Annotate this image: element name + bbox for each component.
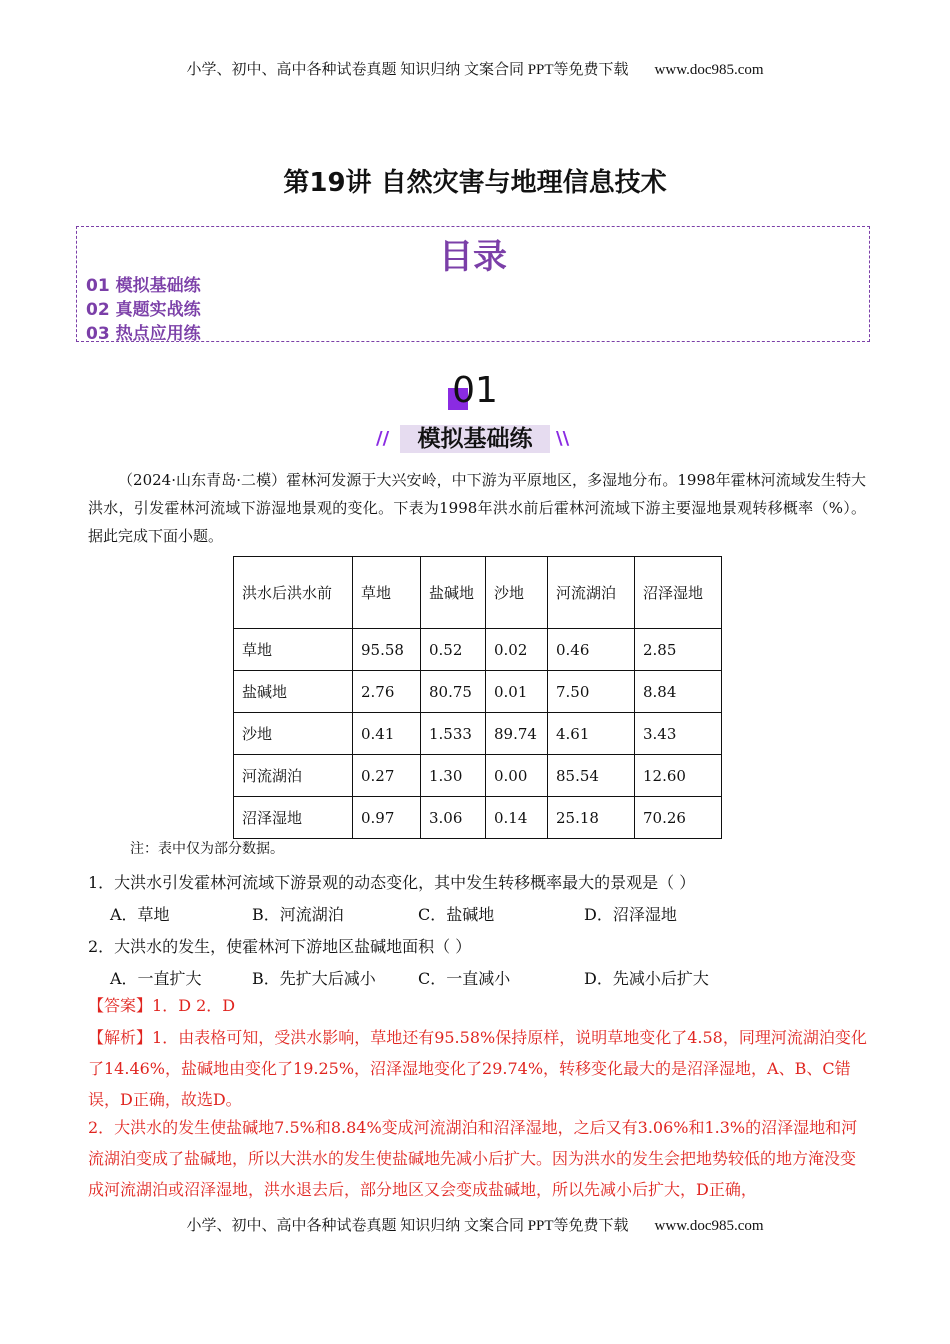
table-row [234, 755, 722, 797]
table-header-cell: 盐碱地 [421, 557, 486, 629]
table-header-row [234, 557, 722, 629]
q1-option-c[interactable]: C．盐碱地 [418, 905, 495, 924]
document-title: 第19讲 自然灾害与地理信息技术 [283, 168, 667, 198]
table-cell: 0.01 [486, 671, 548, 713]
table-note: 注：表中仅为部分数据。 [130, 841, 284, 857]
decor-slash-right: \\ [556, 428, 570, 449]
toc-item-3[interactable]: 03 热点应用练 [86, 324, 201, 344]
table-header-cell: 草地 [353, 557, 421, 629]
q1-option-b[interactable]: B．河流湖泊 [252, 905, 344, 924]
question-1: 1．大洪水引发霍林河流域下游景观的动态变化，其中发生转移概率最大的景观是（ ） [88, 873, 696, 892]
row-label: 草地 [234, 629, 353, 671]
table-cell: 0.02 [486, 629, 548, 671]
table-of-contents [76, 226, 870, 342]
answer-line [88, 990, 870, 1021]
answer-label: 【答案】 [88, 996, 153, 1015]
analysis-paragraph-1 [88, 1022, 870, 1115]
analysis-text-1: 1．由表格可知，受洪水影响，草地还有95.58%保持原样，说明草地变化了4.58，同理河流湖泊变化了14.46%，盐碱地由变化了19.25%，沼泽湿地变化了29.74%，转移变化最大的是沼泽湿地，A、B、C错误，D正确，故选D。 [88, 1028, 867, 1109]
transfer-probability-table [233, 556, 722, 839]
q1-option-a[interactable]: A．草地 [110, 905, 170, 924]
intro-paragraph: （2024·山东青岛·二模）霍林河发源于大兴安岭，中下游为平原地区，多湿地分布。1998年霍林河流域发生特大洪水，引发霍林河流域下游湿地景观的变化。下表为1998年洪水前后霍林河流域下游主要湿地景观转移概率（%）。据此完成下面小题。 [88, 471, 866, 545]
q2-option-c[interactable]: C．一直减小 [418, 969, 511, 988]
question-2: 2．大洪水的发生，使霍林河下游地区盐碱地面积（ ） [88, 937, 472, 956]
row-label: 沼泽湿地 [234, 797, 353, 839]
page-footer [0, 1214, 950, 1235]
q1-option-d[interactable]: D．沼泽湿地 [584, 905, 677, 924]
table-cell: 3.43 [635, 713, 722, 755]
analysis-paragraph-2: 2．大洪水的发生使盐碱地7.5%和8.84%变成河流湖泊和沼泽湿地，之后又有3.06%和1.3%的沼泽湿地和河流湖泊变成了盐碱地，所以大洪水的发生使盐碱地先减小后扩大。因为洪水的发生会把地势较低的地方淹没变成河流湖泊或沼泽湿地，洪水退去后，部分地区又会变成盐碱地，所以先减小后扩大，D正确， [88, 1118, 858, 1199]
answer-text: 1．D 2．D [152, 996, 236, 1015]
table-cell: 2.76 [353, 671, 421, 713]
table-cell: 12.60 [635, 755, 722, 797]
table-cell: 70.26 [635, 797, 722, 839]
table-cell: 95.58 [353, 629, 421, 671]
table-cell: 80.75 [421, 671, 486, 713]
table-cell: 0.97 [353, 797, 421, 839]
toc-item-2[interactable]: 02 真题实战练 [86, 300, 201, 320]
footer-text: 小学、初中、高中各种试卷真题 知识归纳 文案合同 PPT等免费下载 [186, 1218, 629, 1234]
q2-option-b[interactable]: B．先扩大后减小 [252, 969, 376, 988]
table-cell: 0.27 [353, 755, 421, 797]
table-cell: 85.54 [548, 755, 635, 797]
table-cell: 2.85 [635, 629, 722, 671]
table-cell: 25.18 [548, 797, 635, 839]
row-label: 盐碱地 [234, 671, 353, 713]
table-header-cell: 沼泽湿地 [635, 557, 722, 629]
toc-heading: 目录 [439, 237, 507, 277]
table-row [234, 797, 722, 839]
table-header-cell: 河流湖泊 [548, 557, 635, 629]
table-cell: 1.30 [421, 755, 486, 797]
table-cell: 0.52 [421, 629, 486, 671]
table-cell: 7.50 [548, 671, 635, 713]
page-header [0, 58, 950, 79]
table-cell: 3.06 [421, 797, 486, 839]
table-cell: 4.61 [548, 713, 635, 755]
row-label: 河流湖泊 [234, 755, 353, 797]
table-cell: 0.14 [486, 797, 548, 839]
decor-slash-left: // [376, 428, 390, 449]
analysis-label: 【解析】 [88, 1028, 153, 1047]
table-cell: 0.00 [486, 755, 548, 797]
table-row [234, 629, 722, 671]
table-cell: 0.46 [548, 629, 635, 671]
table-cell: 89.74 [486, 713, 548, 755]
table-cell: 8.84 [635, 671, 722, 713]
section-number: 01 [452, 370, 498, 411]
row-label: 沙地 [234, 713, 353, 755]
table-row [234, 713, 722, 755]
q2-option-d[interactable]: D．先减小后扩大 [584, 969, 709, 988]
footer-site-link[interactable]: www.doc985.com [654, 1218, 764, 1234]
toc-item-1[interactable]: 01 模拟基础练 [86, 276, 201, 296]
table-cell: 1.533 [421, 713, 486, 755]
section-title: 模拟基础练 [417, 426, 533, 452]
header-site-link[interactable]: www.doc985.com [654, 62, 764, 78]
header-text: 小学、初中、高中各种试卷真题 知识归纳 文案合同 PPT等免费下载 [186, 62, 629, 78]
table-header-cell: 洪水后洪水前 [234, 557, 353, 629]
q2-option-a[interactable]: A．一直扩大 [110, 969, 202, 988]
table-row [234, 671, 722, 713]
table-header-cell: 沙地 [486, 557, 548, 629]
table-cell: 0.41 [353, 713, 421, 755]
